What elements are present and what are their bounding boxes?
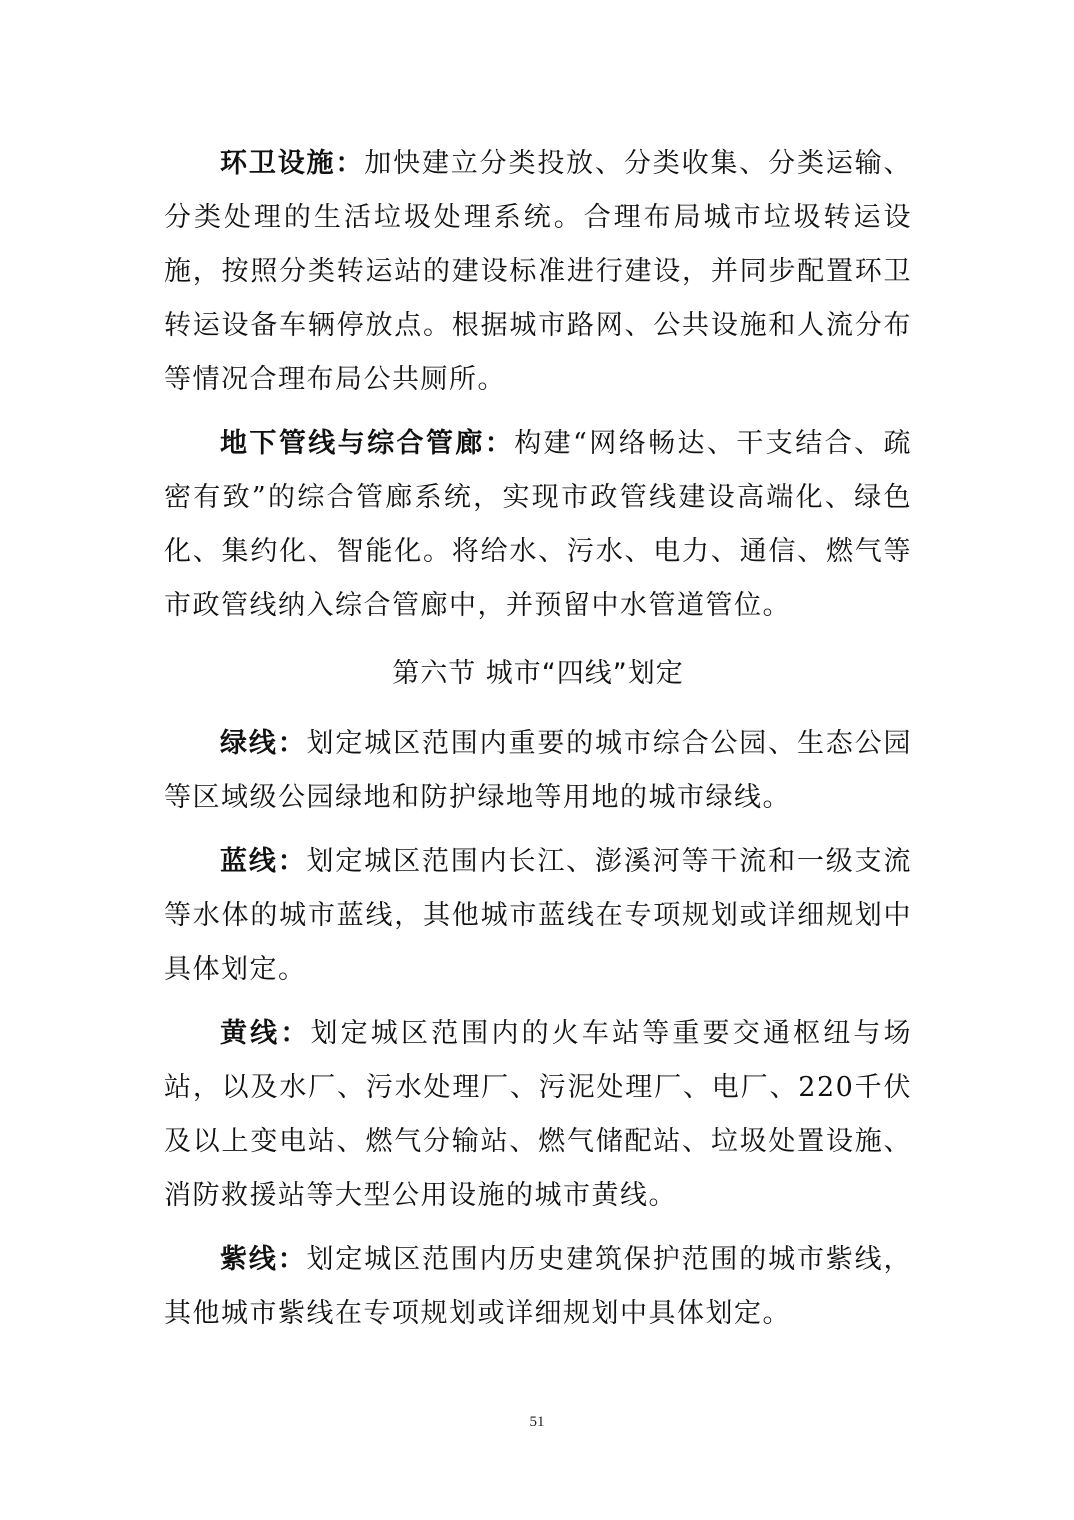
- paragraph-utility-tunnel: [164, 417, 912, 633]
- body-green-line: 划定城区范围内重要的城市综合公园、生态公园等区域级公园绿地和防护绿地等用地的城市绿线。: [164, 728, 913, 813]
- body-sanitation: 加快建立分类投放、分类收集、分类运输、分类处理的生活垃圾处理系统。合理布局城市垃圾转运设施，按照分类转运站的建设标准进行建设，并同步配置环卫转运设备车辆停放点。根据城市路网、公共设施和人流分布等情况合理布局公共厕所。: [164, 148, 913, 395]
- page-number: 51: [529, 1414, 545, 1430]
- paragraph-purple-line: [164, 1233, 912, 1341]
- paragraph-yellow-line: [164, 1007, 912, 1223]
- body-blue-line: 划定城区范围内长江、澎溪河等干流和一级支流等水体的城市蓝线，其他城市蓝线在专项规划或详细规划中具体划定。: [164, 846, 913, 985]
- term-yellow-line: 黄线：: [220, 1018, 311, 1049]
- term-purple-line: 紫线：: [220, 1244, 307, 1275]
- paragraph-sanitation: [164, 137, 912, 407]
- paragraph-green-line: [164, 717, 912, 825]
- body-yellow-line: 划定城区范围内的火车站等重要交通枢纽与场站，以及水厂、污水处理厂、污泥处理厂、电厂、220千伏及以上变电站、燃气分输站、燃气储配站、垃圾处置设施、消防救援站等大型公用设施的城市黄线。: [164, 1018, 913, 1211]
- term-sanitation: 环卫设施：: [220, 148, 365, 179]
- term-utility-tunnel: 地下管线与综合管廊：: [220, 428, 515, 459]
- document-page: [164, 137, 912, 1341]
- term-blue-line: 蓝线：: [220, 846, 307, 877]
- section-title: 第六节 城市“四线”划定: [392, 658, 684, 689]
- body-purple-line: 划定城区范围内历史建筑保护范围的城市紫线，其他城市紫线在专项规划或详细规划中具体划定。: [164, 1244, 913, 1329]
- paragraph-blue-line: [164, 835, 912, 997]
- body-utility-tunnel: 构建“网络畅达、干支结合、疏密有致”的综合管廊系统，实现市政管线建设高端化、绿色化、集约化、智能化。将给水、污水、电力、通信、燃气等市政管线纳入综合管廊中，并预留中水管道管位。: [164, 428, 912, 621]
- term-green-line: 绿线：: [220, 728, 307, 759]
